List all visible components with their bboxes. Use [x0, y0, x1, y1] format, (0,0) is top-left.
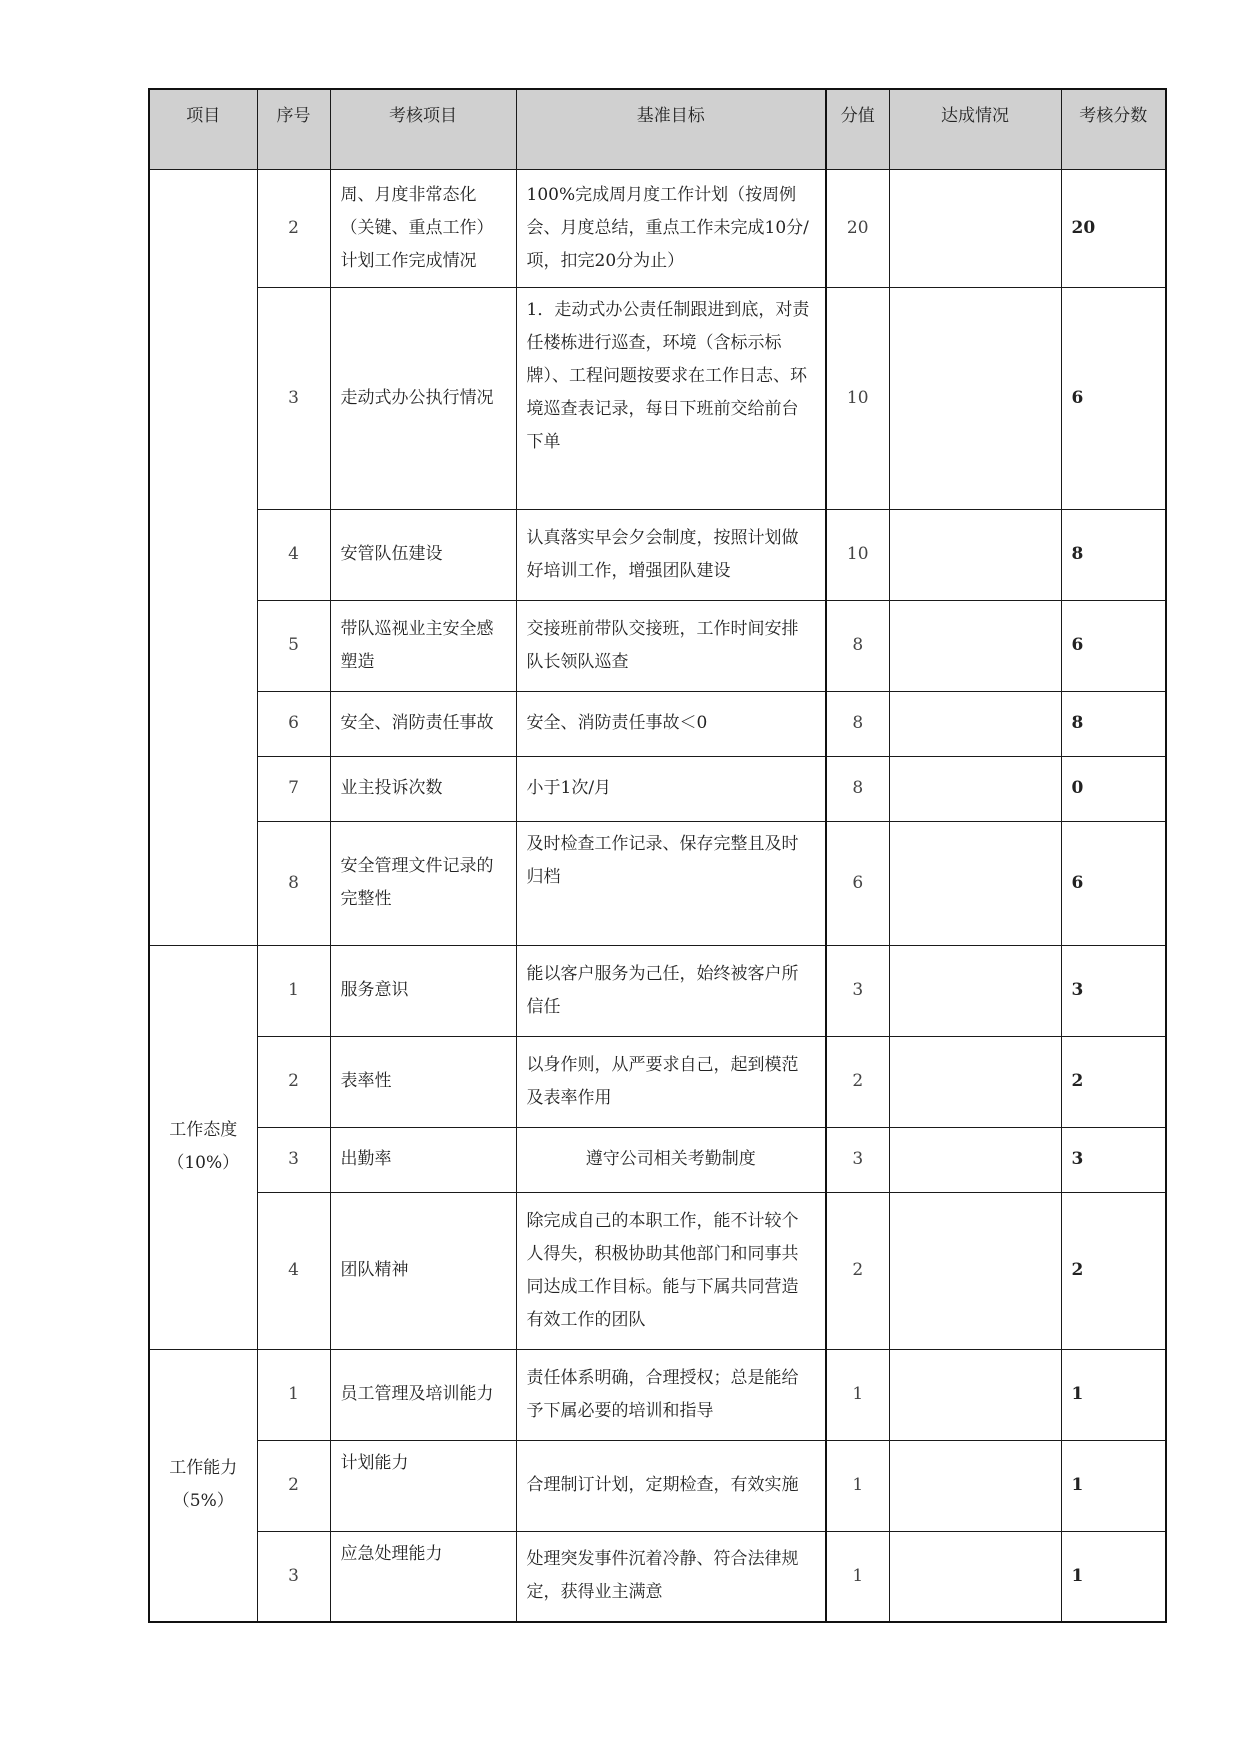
header-status: 达成情况 — [889, 89, 1061, 169]
table-row — [149, 1440, 1166, 1531]
status-cell[interactable] — [889, 600, 1061, 691]
score-cell: 6 — [1061, 287, 1166, 509]
value-cell: 10 — [826, 287, 889, 509]
category-label: 工作能力 — [169, 1458, 238, 1479]
status-cell[interactable] — [889, 756, 1061, 821]
score-cell: 1 — [1061, 1440, 1166, 1531]
seq-cell: 4 — [257, 1192, 330, 1349]
value-cell: 1 — [826, 1531, 889, 1622]
status-cell[interactable] — [889, 509, 1061, 600]
table-row — [149, 691, 1166, 756]
score-cell: 2 — [1061, 1192, 1166, 1349]
seq-cell: 2 — [257, 1440, 330, 1531]
target-cell: 合理制订计划，定期检查，有效实施 — [516, 1440, 826, 1531]
status-cell[interactable] — [889, 945, 1061, 1036]
category-cell — [149, 169, 257, 945]
header-value: 分值 — [826, 89, 889, 169]
score-cell: 6 — [1061, 600, 1166, 691]
value-cell: 20 — [826, 169, 889, 287]
item-cell: 走动式办公执行情况 — [330, 287, 516, 509]
item-cell: 出勤率 — [330, 1127, 516, 1192]
seq-cell: 2 — [257, 169, 330, 287]
target-cell: 交接班前带队交接班，工作时间安排队长领队巡查 — [516, 600, 826, 691]
score-cell: 3 — [1061, 1127, 1166, 1192]
item-cell: 周、月度非常态化（关键、重点工作）计划工作完成情况 — [330, 169, 516, 287]
status-cell[interactable] — [889, 691, 1061, 756]
value-cell: 3 — [826, 1127, 889, 1192]
seq-cell: 5 — [257, 600, 330, 691]
seq-cell: 3 — [257, 1531, 330, 1622]
value-cell: 8 — [826, 691, 889, 756]
category-label: 工作态度 — [169, 1120, 238, 1140]
score-cell: 0 — [1061, 756, 1166, 821]
score-cell: 8 — [1061, 691, 1166, 756]
header-seq: 序号 — [257, 89, 330, 169]
score-cell: 2 — [1061, 1036, 1166, 1127]
value-cell: 8 — [826, 600, 889, 691]
target-cell: 以身作则，从严要求自己，起到模范及表率作用 — [516, 1036, 826, 1127]
value-cell: 3 — [826, 945, 889, 1036]
seq-cell: 1 — [257, 1349, 330, 1440]
seq-cell: 8 — [257, 821, 330, 945]
value-cell: 2 — [826, 1036, 889, 1127]
status-cell[interactable] — [889, 169, 1061, 287]
score-cell: 1 — [1061, 1349, 1166, 1440]
table-row — [149, 169, 1166, 287]
target-cell: 小于1次/月 — [516, 756, 826, 821]
seq-cell: 3 — [257, 1127, 330, 1192]
value-cell: 2 — [826, 1192, 889, 1349]
seq-cell: 3 — [257, 287, 330, 509]
category-weight: （5%） — [172, 1491, 234, 1512]
header-target: 基准目标 — [516, 89, 826, 169]
target-cell: 及时检查工作记录、保存完整且及时归档 — [516, 821, 826, 945]
score-cell: 6 — [1061, 821, 1166, 945]
seq-cell: 1 — [257, 945, 330, 1036]
table-row — [149, 1192, 1166, 1349]
assessment-table — [148, 88, 1167, 1623]
table-row — [149, 756, 1166, 821]
category-weight: （10%） — [167, 1153, 240, 1173]
header-row — [149, 89, 1166, 169]
status-cell[interactable] — [889, 1349, 1061, 1440]
score-cell: 1 — [1061, 1531, 1166, 1622]
score-cell: 3 — [1061, 945, 1166, 1036]
table-row — [149, 1531, 1166, 1622]
category-cell — [149, 1349, 257, 1622]
seq-cell: 2 — [257, 1036, 330, 1127]
value-cell: 10 — [826, 509, 889, 600]
item-cell: 应急处理能力 — [330, 1531, 516, 1622]
target-cell: 责任体系明确，合理授权；总是能给予下属必要的培训和指导 — [516, 1349, 826, 1440]
table-row — [149, 509, 1166, 600]
table-row — [149, 1036, 1166, 1127]
item-cell: 员工管理及培训能力 — [330, 1349, 516, 1440]
status-cell[interactable] — [889, 1440, 1061, 1531]
seq-cell: 6 — [257, 691, 330, 756]
target-cell: 安全、消防责任事故＜0 — [516, 691, 826, 756]
item-cell: 计划能力 — [330, 1440, 516, 1531]
item-cell: 服务意识 — [330, 945, 516, 1036]
item-cell: 安管队伍建设 — [330, 509, 516, 600]
target-cell: 除完成自己的本职工作，能不计较个人得失，积极协助其他部门和同事共同达成工作目标。能与下属共同营造有效工作的团队 — [516, 1192, 826, 1349]
value-cell: 1 — [826, 1440, 889, 1531]
item-cell: 团队精神 — [330, 1192, 516, 1349]
status-cell[interactable] — [889, 287, 1061, 509]
score-cell: 20 — [1061, 169, 1166, 287]
header-score: 考核分数 — [1061, 89, 1166, 169]
target-cell: 认真落实早会夕会制度，按照计划做好培训工作，增强团队建设 — [516, 509, 826, 600]
target-cell: 1．走动式办公责任制跟进到底，对责任楼栋进行巡查，环境（含标示标牌）、工程问题按要求在工作日志、环境巡查表记录，每日下班前交给前台下单 — [516, 287, 826, 509]
target-cell: 100%完成周月度工作计划（按周例会、月度总结，重点工作未完成10分/项，扣完20分为止） — [516, 169, 826, 287]
value-cell: 1 — [826, 1349, 889, 1440]
status-cell[interactable] — [889, 821, 1061, 945]
target-cell: 能以客户服务为己任，始终被客户所信任 — [516, 945, 826, 1036]
score-cell: 8 — [1061, 509, 1166, 600]
item-cell: 带队巡视业主安全感塑造 — [330, 600, 516, 691]
status-cell[interactable] — [889, 1531, 1061, 1622]
table-row — [149, 945, 1166, 1036]
value-cell: 8 — [826, 756, 889, 821]
category-cell — [149, 945, 257, 1349]
target-cell: 遵守公司相关考勤制度 — [516, 1127, 826, 1192]
value-cell: 6 — [826, 821, 889, 945]
item-cell: 安全、消防责任事故 — [330, 691, 516, 756]
table-row — [149, 821, 1166, 945]
item-cell: 业主投诉次数 — [330, 756, 516, 821]
target-cell: 处理突发事件沉着冷静、符合法律规定，获得业主满意 — [516, 1531, 826, 1622]
table-row — [149, 600, 1166, 691]
status-cell[interactable] — [889, 1036, 1061, 1127]
header-item: 考核项目 — [330, 89, 516, 169]
table-row — [149, 287, 1166, 509]
table-row — [149, 1349, 1166, 1440]
status-cell[interactable] — [889, 1127, 1061, 1192]
seq-cell: 4 — [257, 509, 330, 600]
status-cell[interactable] — [889, 1192, 1061, 1349]
header-category: 项目 — [149, 89, 257, 169]
seq-cell: 7 — [257, 756, 330, 821]
item-cell: 安全管理文件记录的完整性 — [330, 821, 516, 945]
table-row — [149, 1127, 1166, 1192]
item-cell: 表率性 — [330, 1036, 516, 1127]
